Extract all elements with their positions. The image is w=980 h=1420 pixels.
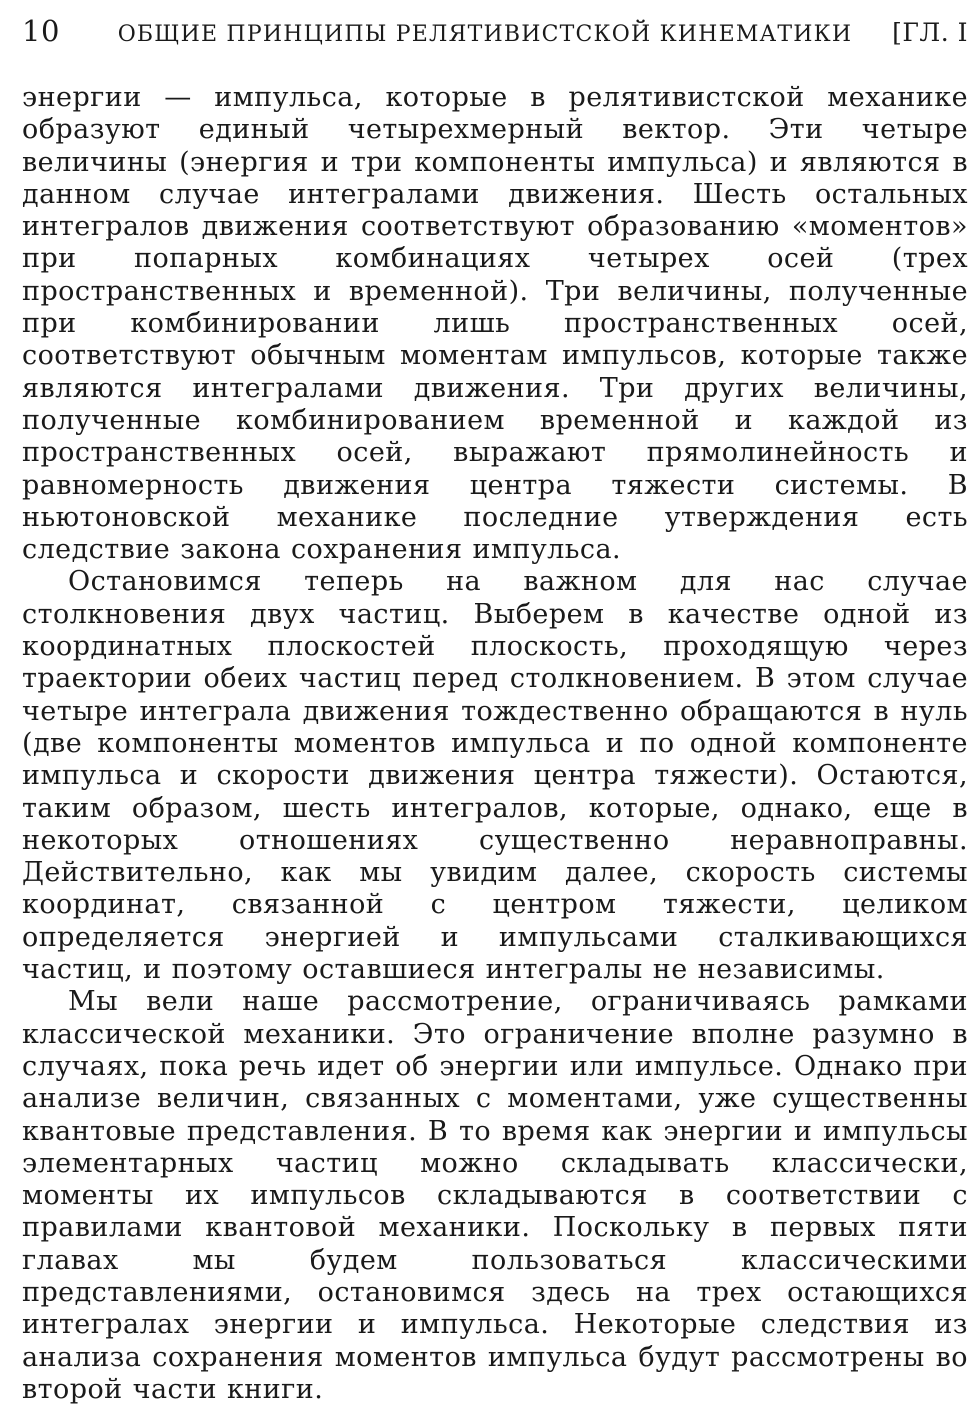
page-header [22,14,968,60]
paragraph-continuation: энергии — импульса, которые в релятивистской механике образуют единый четырехмерный вектор. Эти четыре величины (энергия и три компоненты импульса) и являются в данном случае интегралами движения. Шесть остальных интегралов движения соответствуют образованию «моментов» при попарных комбинациях четырех осей (трех пространственных и временной). Три величины, полученные при комбинировании лишь пространственных осей, соответствуют обычным моментам импульсов, которые также являются интегралами движения. Три других величины, полученные комбинированием временной и каждой из пространственных осей, выражают прямолинейность и равномерность движения центра тяжести системы. В ньютоновской механике последние утверждения есть следствие закона сохранения импульса. [22,82,968,566]
running-title: ОБЩИЕ ПРИНЦИПЫ РЕЛЯТИВИСТСКОЙ КИНЕМАТИКИ [117,22,853,47]
chapter-reference: [ГЛ. I [892,18,968,47]
page-number: 10 [22,14,60,48]
page-body [22,82,968,1406]
paragraph-classical-limits: Мы вели наше рассмотрение, ограничиваясь рамками классической механики. Это ограничение вполне разумно в случаях, пока речь идет об энергии или импульсе. Однако при анализе величин, связанных с моментами, уже существенны квантовые представления. В то время как энергии и импульсы элементарных частиц можно складывать классически, моменты их импульсов складываются в соответствии с правилами квантовой механики. Поскольку в первых пяти главах мы будем пользоваться классическими представлениями, остановимся здесь на трех остающихся интегралах энергии и импульса. Некоторые следствия из анализа сохранения моментов импульса будут рассмотрены во второй части книги. [22,986,968,1405]
paragraph-collision: Остановимся теперь на важном для нас случае столкновения двух частиц. Выберем в качестве одной из координатных плоскостей плоскость, проходящую через траектории обеих частиц перед столкновением. В этом случае четыре интеграла движения тождественно обращаются в нуль (две компоненты моментов импульса и по одной компоненте импульса и скорости движения центра тяжести). Остаются, таким образом, шесть интегралов, которые, однако, еще в некоторых отношениях существенно неравноправны. Действительно, как мы увидим далее, скорость системы координат, связанной с центром тяжести, целиком определяется энергией и импульсами сталкивающихся частиц, и поэтому оставшиеся интегралы не независимы. [22,566,968,986]
book-page [22,14,968,1406]
